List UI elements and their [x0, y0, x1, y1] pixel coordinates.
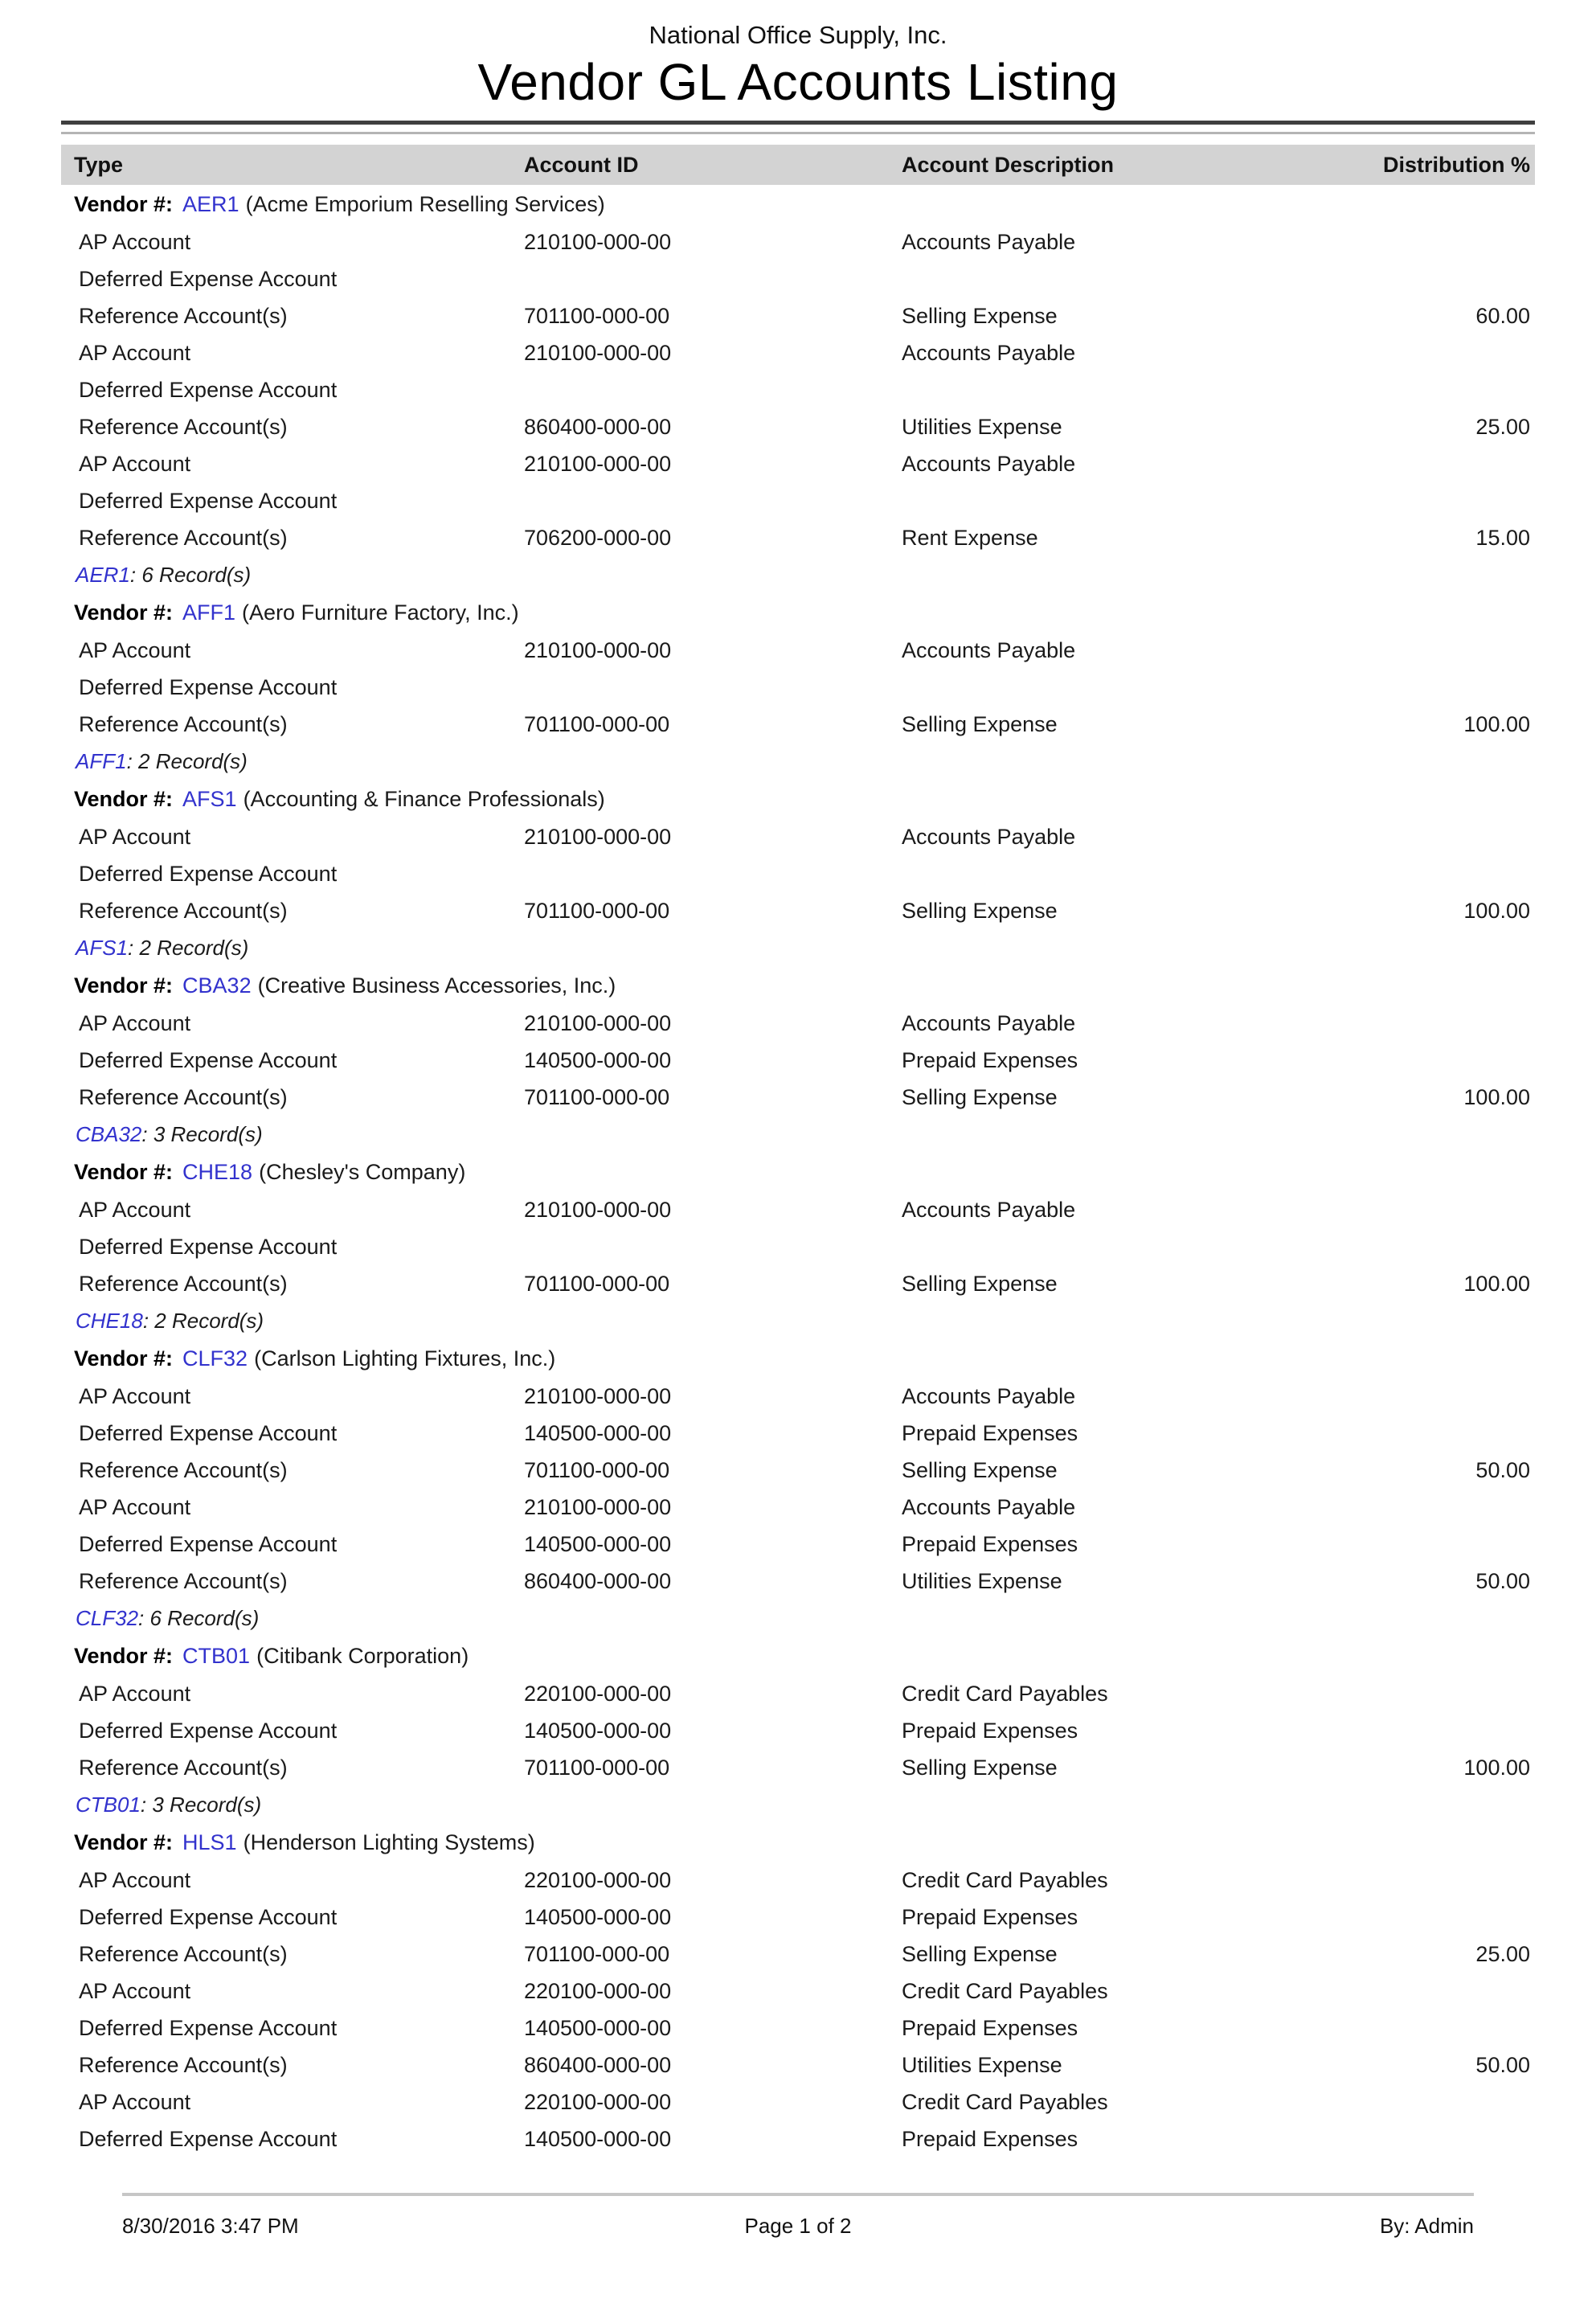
- column-header-distribution: Distribution %: [1383, 152, 1530, 177]
- cell-account-id: 701100-000-00: [524, 898, 670, 923]
- cell-type: AP Account: [79, 1383, 191, 1408]
- report-body: [61, 185, 1535, 2157]
- cell-distribution-percent: 100.00: [1463, 1084, 1530, 1109]
- table-row: [61, 334, 1535, 371]
- cell-type: Reference Account(s): [79, 1755, 288, 1780]
- cell-type: AP Account: [79, 1197, 191, 1222]
- cell-account-id: 701100-000-00: [524, 1755, 670, 1780]
- cell-distribution-percent: 25.00: [1475, 414, 1530, 439]
- cell-type: Deferred Expense Account: [79, 377, 338, 402]
- vendor-code-link[interactable]: CBA32: [182, 973, 252, 998]
- vendor-prefix-label: Vendor #:: [74, 600, 174, 625]
- table-row: [61, 1749, 1535, 1786]
- table-row: [61, 1378, 1535, 1415]
- cell-account-id: 210100-000-00: [524, 637, 672, 662]
- column-header-account-id: Account ID: [524, 152, 639, 177]
- cell-type: AP Account: [79, 637, 191, 662]
- cell-type: Deferred Expense Account: [79, 1904, 338, 1929]
- table-row: [61, 1265, 1535, 1302]
- cell-account-id: 706200-000-00: [524, 525, 672, 550]
- cell-account-id: 220100-000-00: [524, 1867, 672, 1892]
- cell-distribution-percent: 100.00: [1463, 898, 1530, 923]
- cell-account-description: Accounts Payable: [902, 451, 1076, 476]
- vendor-code-link[interactable]: AFF1: [182, 600, 236, 625]
- table-row: [61, 1899, 1535, 1936]
- vendor-code-link[interactable]: CTB01: [76, 1793, 141, 1817]
- footer-datetime: 8/30/2016 3:47 PM: [122, 2214, 299, 2238]
- vendor-header-row: [61, 593, 1535, 632]
- cell-type: AP Account: [79, 451, 191, 476]
- cell-account-id: 210100-000-00: [524, 229, 672, 254]
- cell-distribution-percent: 25.00: [1475, 1941, 1530, 1966]
- cell-account-id: 701100-000-00: [524, 1941, 670, 1966]
- table-row: [61, 632, 1535, 669]
- column-header-type: Type: [74, 152, 124, 177]
- cell-account-id: 220100-000-00: [524, 2089, 672, 2114]
- cell-account-description: Accounts Payable: [902, 1494, 1076, 1519]
- cell-distribution-percent: 100.00: [1463, 1271, 1530, 1296]
- cell-type: Deferred Expense Account: [79, 674, 338, 699]
- cell-type: AP Account: [79, 824, 191, 849]
- vendor-code-link[interactable]: HLS1: [182, 1830, 237, 1854]
- table-row: [61, 1079, 1535, 1116]
- cell-type: Deferred Expense Account: [79, 266, 338, 291]
- table-row: [61, 297, 1535, 334]
- cell-account-id: 860400-000-00: [524, 2052, 672, 2077]
- cell-account-description: Credit Card Payables: [902, 2089, 1108, 2114]
- cell-distribution-percent: 100.00: [1463, 711, 1530, 736]
- cell-distribution-percent: 100.00: [1463, 1755, 1530, 1780]
- cell-type: AP Account: [79, 1010, 191, 1035]
- cell-account-id: 701100-000-00: [524, 1084, 670, 1109]
- cell-distribution-percent: 15.00: [1475, 525, 1530, 550]
- vendor-name: (Citibank Corporation): [256, 1644, 469, 1668]
- vendor-header-row: [61, 185, 1535, 223]
- cell-type: Reference Account(s): [79, 711, 288, 736]
- vendor-name: (Acme Emporium Reselling Services): [245, 192, 605, 216]
- table-row: [61, 855, 1535, 892]
- cell-account-description: Prepaid Expenses: [902, 2015, 1078, 2040]
- cell-account-description: Accounts Payable: [902, 824, 1076, 849]
- vendor-code-link[interactable]: CBA32: [76, 1122, 142, 1146]
- record-count-text: : 6 Record(s): [129, 563, 252, 587]
- table-row: [61, 706, 1535, 743]
- cell-account-description: Selling Expense: [902, 1271, 1058, 1296]
- vendor-prefix-label: Vendor #:: [74, 787, 174, 811]
- vendor-record-count-row: [61, 1600, 1535, 1637]
- cell-account-id: 701100-000-00: [524, 303, 670, 328]
- cell-account-id: 140500-000-00: [524, 1531, 672, 1556]
- cell-account-description: Prepaid Expenses: [902, 1904, 1078, 1929]
- table-row: [61, 2047, 1535, 2084]
- cell-account-description: Selling Expense: [902, 303, 1058, 328]
- cell-distribution-percent: 50.00: [1475, 1457, 1530, 1482]
- record-count-text: : 3 Record(s): [141, 1122, 263, 1146]
- page-title: Vendor GL Accounts Listing: [477, 53, 1119, 111]
- vendor-code-link[interactable]: CLF32: [76, 1606, 139, 1630]
- cell-account-id: 140500-000-00: [524, 2126, 672, 2151]
- report-page: [61, 0, 1535, 2238]
- cell-account-description: Prepaid Expenses: [902, 1420, 1078, 1445]
- vendor-code-link[interactable]: AFS1: [182, 787, 237, 811]
- cell-type: AP Account: [79, 229, 191, 254]
- cell-distribution-percent: 60.00: [1475, 303, 1530, 328]
- cell-account-description: Credit Card Payables: [902, 1681, 1108, 1706]
- footer-line: [122, 2214, 1474, 2239]
- record-count-text: : 2 Record(s): [128, 936, 249, 960]
- record-count-text: : 3 Record(s): [140, 1793, 262, 1817]
- table-row: [61, 1862, 1535, 1899]
- table-column-headers: [61, 145, 1535, 185]
- cell-account-description: Utilities Expense: [902, 1568, 1062, 1593]
- table-row: [61, 2084, 1535, 2120]
- cell-account-description: Credit Card Payables: [902, 1867, 1108, 1892]
- vendor-name: (Accounting & Finance Professionals): [243, 787, 605, 811]
- vendor-prefix-label: Vendor #:: [74, 973, 174, 998]
- report-header: [61, 0, 1535, 111]
- cell-account-description: Accounts Payable: [902, 1383, 1076, 1408]
- table-row: [61, 1042, 1535, 1079]
- table-row: [61, 408, 1535, 445]
- cell-account-description: Accounts Payable: [902, 1010, 1076, 1035]
- table-row: [61, 1712, 1535, 1749]
- vendor-code-link[interactable]: CTB01: [182, 1644, 251, 1668]
- vendor-code-link[interactable]: AFS1: [76, 936, 129, 960]
- table-row: [61, 1489, 1535, 1526]
- cell-account-id: 140500-000-00: [524, 2015, 672, 2040]
- table-row: [61, 2120, 1535, 2157]
- footer-page-number: Page 1 of 2: [744, 2214, 852, 2238]
- report-footer: [122, 2193, 1474, 2239]
- cell-account-id: 140500-000-00: [524, 1420, 672, 1445]
- vendor-header-row: [61, 1339, 1535, 1378]
- cell-type: Reference Account(s): [79, 303, 288, 328]
- vendor-code-link[interactable]: AER1: [182, 192, 239, 216]
- vendor-code-link[interactable]: CHE18: [182, 1160, 253, 1184]
- table-row: [61, 260, 1535, 297]
- cell-account-description: Accounts Payable: [902, 229, 1076, 254]
- footer-divider: [122, 2193, 1474, 2196]
- cell-account-id: 220100-000-00: [524, 1681, 672, 1706]
- cell-account-description: Prepaid Expenses: [902, 2126, 1078, 2151]
- vendor-code-link[interactable]: CLF32: [182, 1346, 248, 1371]
- cell-type: Reference Account(s): [79, 525, 288, 550]
- cell-type: Deferred Expense Account: [79, 2126, 338, 2151]
- vendor-record-count-row: [61, 743, 1535, 780]
- vendor-header-row: [61, 1153, 1535, 1191]
- cell-type: Deferred Expense Account: [79, 1531, 338, 1556]
- table-row: [61, 1191, 1535, 1228]
- cell-type: Deferred Expense Account: [79, 488, 338, 513]
- cell-account-id: 140500-000-00: [524, 1718, 672, 1743]
- cell-account-description: Accounts Payable: [902, 340, 1076, 365]
- cell-account-description: Prepaid Expenses: [902, 1047, 1078, 1072]
- cell-type: AP Account: [79, 1494, 191, 1519]
- cell-account-id: 210100-000-00: [524, 1010, 672, 1035]
- cell-type: Reference Account(s): [79, 1568, 288, 1593]
- vendor-prefix-label: Vendor #:: [74, 1644, 174, 1668]
- vendor-record-count-row: [61, 929, 1535, 966]
- vendor-prefix-label: Vendor #:: [74, 192, 174, 216]
- cell-type: Deferred Expense Account: [79, 1420, 338, 1445]
- cell-type: Reference Account(s): [79, 2052, 288, 2077]
- cell-type: AP Account: [79, 2089, 191, 2114]
- table-row: [61, 1005, 1535, 1042]
- vendor-code-link[interactable]: CHE18: [76, 1309, 143, 1333]
- column-header-account-description: Account Description: [902, 152, 1115, 177]
- cell-account-description: Prepaid Expenses: [902, 1531, 1078, 1556]
- table-row: [61, 1526, 1535, 1563]
- cell-account-description: Selling Expense: [902, 1084, 1058, 1109]
- cell-account-id: 210100-000-00: [524, 1197, 672, 1222]
- cell-account-id: 210100-000-00: [524, 824, 672, 849]
- cell-account-description: Selling Expense: [902, 898, 1058, 923]
- cell-account-description: Selling Expense: [902, 1941, 1058, 1966]
- cell-account-id: 210100-000-00: [524, 1494, 672, 1519]
- table-row: [61, 818, 1535, 855]
- company-name: National Office Supply, Inc.: [649, 21, 947, 49]
- cell-type: Deferred Expense Account: [79, 1718, 338, 1743]
- cell-type: Reference Account(s): [79, 1084, 288, 1109]
- vendor-header-row: [61, 1823, 1535, 1862]
- cell-account-description: Credit Card Payables: [902, 1978, 1108, 2003]
- cell-account-id: 220100-000-00: [524, 1978, 672, 2003]
- cell-type: Reference Account(s): [79, 1457, 288, 1482]
- table-row: [61, 519, 1535, 556]
- vendor-prefix-label: Vendor #:: [74, 1160, 174, 1184]
- record-count-text: : 6 Record(s): [138, 1606, 260, 1630]
- table-row: [61, 2010, 1535, 2047]
- cell-account-id: 210100-000-00: [524, 1383, 672, 1408]
- table-row: [61, 482, 1535, 519]
- cell-distribution-percent: 50.00: [1475, 1568, 1530, 1593]
- table-row: [61, 1228, 1535, 1265]
- cell-account-description: Accounts Payable: [902, 637, 1076, 662]
- vendor-record-count-row: [61, 1786, 1535, 1823]
- vendor-record-count-row: [61, 1116, 1535, 1153]
- table-row: [61, 1973, 1535, 2010]
- vendor-header-row: [61, 780, 1535, 818]
- vendor-header-row: [61, 1637, 1535, 1675]
- cell-account-id: 860400-000-00: [524, 414, 672, 439]
- vendor-name: (Chesley's Company): [259, 1160, 466, 1184]
- cell-type: AP Account: [79, 1681, 191, 1706]
- cell-type: AP Account: [79, 1867, 191, 1892]
- cell-account-description: Rent Expense: [902, 525, 1038, 550]
- cell-account-id: 210100-000-00: [524, 451, 672, 476]
- cell-account-description: Selling Expense: [902, 1457, 1058, 1482]
- footer-user: By: Admin: [1379, 2214, 1474, 2238]
- table-row: [61, 1452, 1535, 1489]
- cell-account-id: 140500-000-00: [524, 1047, 672, 1072]
- vendor-code-link[interactable]: AER1: [76, 563, 130, 587]
- table-row: [61, 1675, 1535, 1712]
- cell-distribution-percent: 50.00: [1475, 2052, 1530, 2077]
- cell-type: Reference Account(s): [79, 1941, 288, 1966]
- cell-account-id: 860400-000-00: [524, 1568, 672, 1593]
- cell-account-id: 701100-000-00: [524, 711, 670, 736]
- vendor-name: (Carlson Lighting Fixtures, Inc.): [254, 1346, 556, 1371]
- title-divider: [61, 121, 1535, 134]
- table-row: [61, 1415, 1535, 1452]
- table-row: [61, 669, 1535, 706]
- table-row: [61, 223, 1535, 260]
- vendor-name: (Aero Furniture Factory, Inc.): [242, 600, 519, 625]
- cell-type: Deferred Expense Account: [79, 1234, 338, 1259]
- cell-type: AP Account: [79, 340, 191, 365]
- table-row: [61, 371, 1535, 408]
- cell-account-description: Utilities Expense: [902, 414, 1062, 439]
- cell-account-description: Prepaid Expenses: [902, 1718, 1078, 1743]
- vendor-record-count-row: [61, 556, 1535, 593]
- cell-account-id: 701100-000-00: [524, 1271, 670, 1296]
- vendor-code-link[interactable]: AFF1: [76, 749, 127, 773]
- vendor-name: (Creative Business Accessories, Inc.): [257, 973, 616, 998]
- cell-account-id: 210100-000-00: [524, 340, 672, 365]
- cell-type: AP Account: [79, 1978, 191, 2003]
- vendor-record-count-row: [61, 1302, 1535, 1339]
- cell-type: Deferred Expense Account: [79, 1047, 338, 1072]
- vendor-prefix-label: Vendor #:: [74, 1830, 174, 1854]
- table-row: [61, 1936, 1535, 1973]
- record-count-text: : 2 Record(s): [126, 749, 248, 773]
- cell-account-id: 701100-000-00: [524, 1457, 670, 1482]
- cell-type: Reference Account(s): [79, 898, 288, 923]
- cell-type: Deferred Expense Account: [79, 861, 338, 886]
- cell-type: Reference Account(s): [79, 1271, 288, 1296]
- cell-type: Deferred Expense Account: [79, 2015, 338, 2040]
- record-count-text: : 2 Record(s): [142, 1309, 264, 1333]
- cell-account-description: Accounts Payable: [902, 1197, 1076, 1222]
- vendor-header-row: [61, 966, 1535, 1005]
- cell-account-description: Selling Expense: [902, 1755, 1058, 1780]
- table-row: [61, 445, 1535, 482]
- vendor-name: (Henderson Lighting Systems): [243, 1830, 535, 1854]
- cell-account-description: Selling Expense: [902, 711, 1058, 736]
- cell-account-description: Utilities Expense: [902, 2052, 1062, 2077]
- table-row: [61, 892, 1535, 929]
- cell-account-id: 140500-000-00: [524, 1904, 672, 1929]
- table-row: [61, 1563, 1535, 1600]
- cell-type: Reference Account(s): [79, 414, 288, 439]
- vendor-prefix-label: Vendor #:: [74, 1346, 174, 1371]
